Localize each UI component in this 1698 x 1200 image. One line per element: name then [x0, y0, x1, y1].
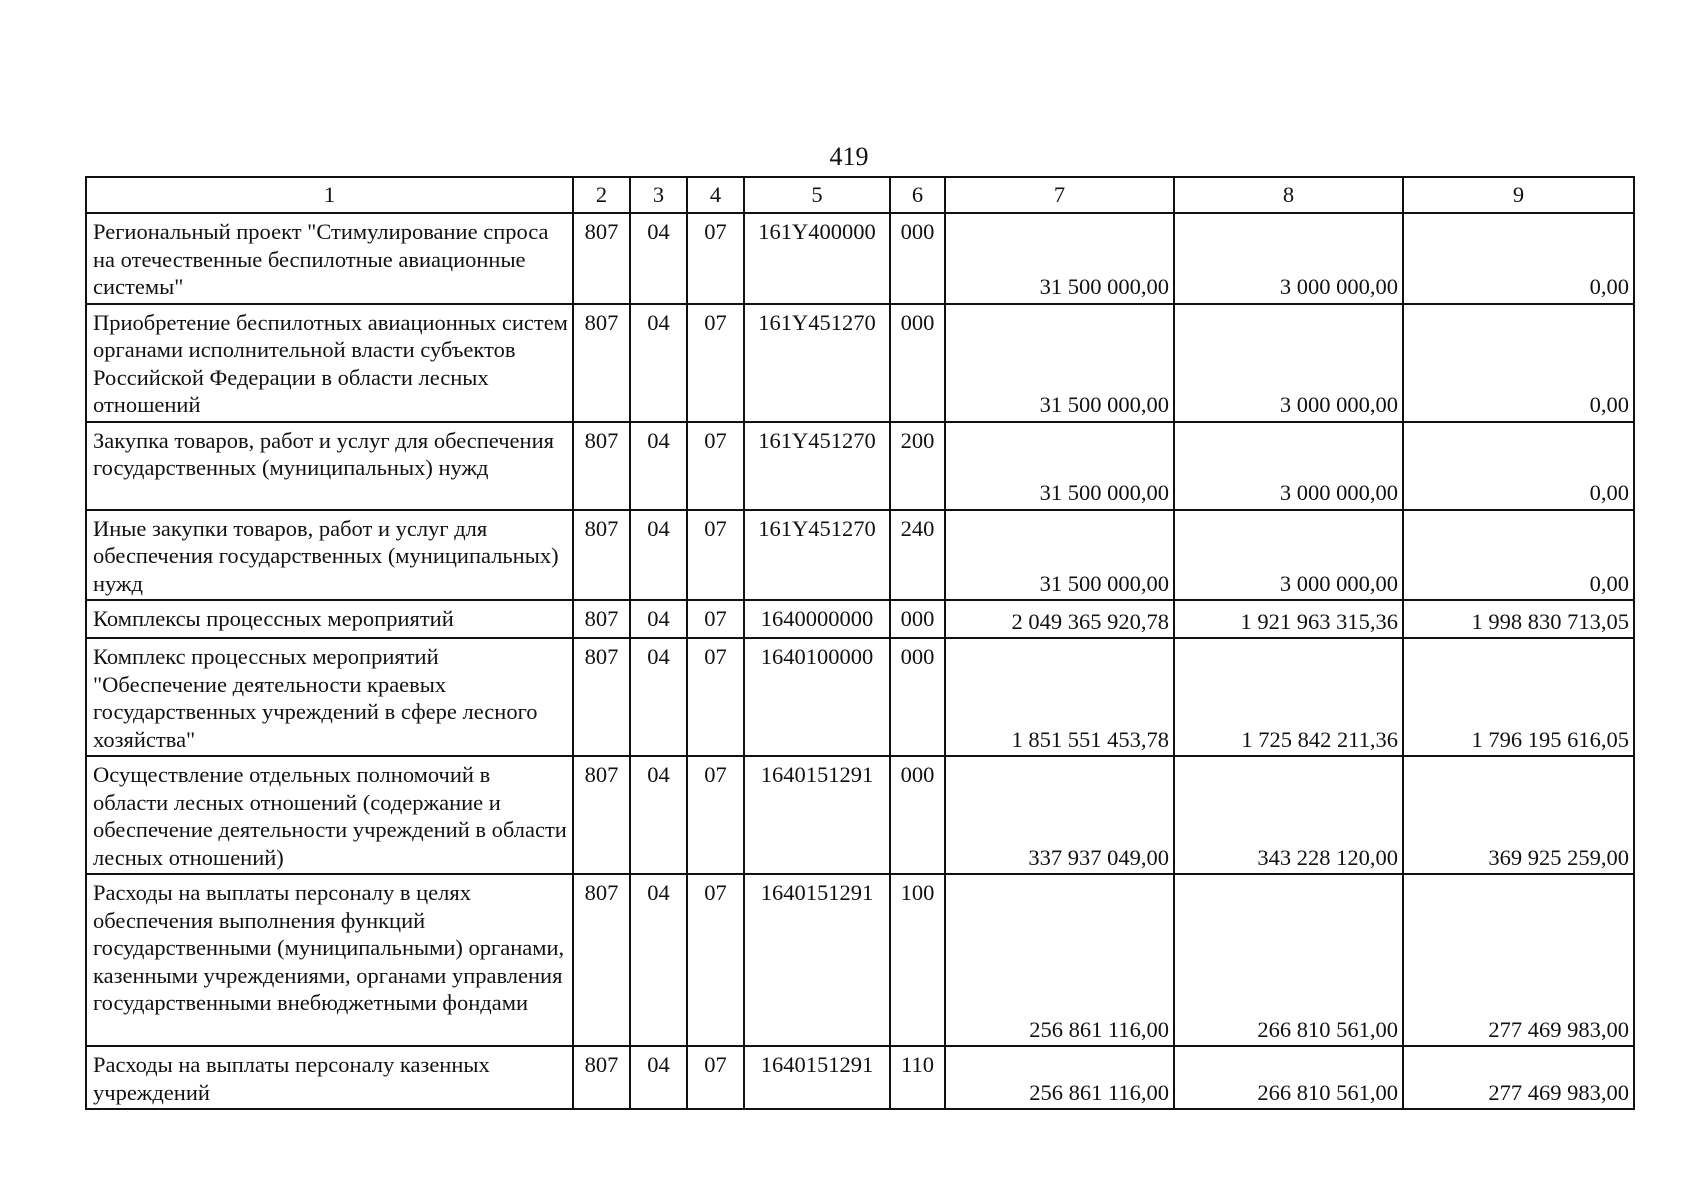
amount-column-7: 31 500 000,00 [945, 213, 1174, 304]
amount-column-8: 266 810 561,00 [1174, 874, 1403, 1046]
amount-column-8: 343 228 120,00 [1174, 756, 1403, 874]
code-ministry: 807 [573, 422, 630, 510]
code-target-article: 161Y451270 [744, 304, 890, 422]
column-header-3: 3 [630, 177, 687, 213]
column-header-5: 5 [744, 177, 890, 213]
amount-column-9: 0,00 [1403, 304, 1634, 422]
code-expense-type: 000 [890, 213, 945, 304]
column-header-4: 4 [687, 177, 744, 213]
amount-column-9: 369 925 259,00 [1403, 756, 1634, 874]
code-section: 04 [630, 638, 687, 756]
code-section: 04 [630, 510, 687, 601]
amount-column-9: 0,00 [1403, 422, 1634, 510]
code-expense-type: 000 [890, 600, 945, 638]
column-header-1: 1 [86, 177, 573, 213]
row-name: Расходы на выплаты персоналу в целях обеспечения выполнения функций государственными (муниципальными) органами, казенными учреждениями, органами управления государственными внебюджетными фондами [86, 874, 573, 1046]
row-name: Закупка товаров, работ и услуг для обеспечения государственных (муниципальных) нужд [86, 422, 573, 510]
code-target-article: 1640151291 [744, 874, 890, 1046]
code-subsection: 07 [687, 1046, 744, 1109]
code-expense-type: 000 [890, 638, 945, 756]
code-subsection: 07 [687, 600, 744, 638]
amount-column-7: 31 500 000,00 [945, 304, 1174, 422]
amount-column-7: 31 500 000,00 [945, 422, 1174, 510]
code-target-article: 1640100000 [744, 638, 890, 756]
amount-column-8: 3 000 000,00 [1174, 213, 1403, 304]
code-expense-type: 000 [890, 756, 945, 874]
table-row [86, 874, 1634, 1046]
amount-column-9: 0,00 [1403, 510, 1634, 601]
column-header-7: 7 [945, 177, 1174, 213]
table-row [86, 304, 1634, 422]
code-expense-type: 240 [890, 510, 945, 601]
code-target-article: 161Y451270 [744, 422, 890, 510]
column-header-2: 2 [573, 177, 630, 213]
budget-table [85, 176, 1635, 1110]
amount-column-8: 1 725 842 211,36 [1174, 638, 1403, 756]
table-row [86, 213, 1634, 304]
row-name: Региональный проект "Стимулирование спроса на отечественные беспилотные авиационные системы" [86, 213, 573, 304]
code-ministry: 807 [573, 510, 630, 601]
column-header-8: 8 [1174, 177, 1403, 213]
code-section: 04 [630, 1046, 687, 1109]
table-row [86, 638, 1634, 756]
code-section: 04 [630, 213, 687, 304]
amount-column-9: 1 998 830 713,05 [1403, 600, 1634, 638]
code-target-article: 1640151291 [744, 1046, 890, 1109]
row-name: Приобретение беспилотных авиационных систем органами исполнительной власти субъектов Российской Федерации в области лесных отношений [86, 304, 573, 422]
column-number-header-row [86, 177, 1634, 213]
row-name: Осуществление отдельных полномочий в области лесных отношений (содержание и обеспечение деятельности учреждений в области лесных отношений) [86, 756, 573, 874]
code-target-article: 1640151291 [744, 756, 890, 874]
code-subsection: 07 [687, 213, 744, 304]
amount-column-9: 277 469 983,00 [1403, 1046, 1634, 1109]
code-ministry: 807 [573, 874, 630, 1046]
amount-column-7: 256 861 116,00 [945, 1046, 1174, 1109]
table-row [86, 756, 1634, 874]
code-section: 04 [630, 600, 687, 638]
amount-column-9: 277 469 983,00 [1403, 874, 1634, 1046]
row-name: Комплексы процессных мероприятий [86, 600, 573, 638]
amount-column-8: 3 000 000,00 [1174, 304, 1403, 422]
code-section: 04 [630, 422, 687, 510]
amount-column-7: 256 861 116,00 [945, 874, 1174, 1046]
page-number: 419 [829, 142, 869, 171]
column-header-9: 9 [1403, 177, 1634, 213]
code-ministry: 807 [573, 638, 630, 756]
amount-column-9: 0,00 [1403, 213, 1634, 304]
code-subsection: 07 [687, 422, 744, 510]
code-target-article: 161Y400000 [744, 213, 890, 304]
code-subsection: 07 [687, 638, 744, 756]
row-name: Комплекс процессных мероприятий "Обеспечение деятельности краевых государственных учреждений в сфере лесного хозяйства" [86, 638, 573, 756]
code-ministry: 807 [573, 600, 630, 638]
amount-column-8: 3 000 000,00 [1174, 510, 1403, 601]
code-expense-type: 000 [890, 304, 945, 422]
amount-column-7: 337 937 049,00 [945, 756, 1174, 874]
amount-column-8: 1 921 963 315,36 [1174, 600, 1403, 638]
code-expense-type: 100 [890, 874, 945, 1046]
code-target-article: 1640000000 [744, 600, 890, 638]
code-subsection: 07 [687, 756, 744, 874]
code-ministry: 807 [573, 756, 630, 874]
table-row [86, 600, 1634, 638]
code-ministry: 807 [573, 1046, 630, 1109]
amount-column-7: 1 851 551 453,78 [945, 638, 1174, 756]
code-section: 04 [630, 304, 687, 422]
code-target-article: 161Y451270 [744, 510, 890, 601]
amount-column-9: 1 796 195 616,05 [1403, 638, 1634, 756]
amount-column-7: 31 500 000,00 [945, 510, 1174, 601]
amount-column-7: 2 049 365 920,78 [945, 600, 1174, 638]
table-row [86, 510, 1634, 601]
row-name: Иные закупки товаров, работ и услуг для обеспечения государственных (муниципальных) нужд [86, 510, 573, 601]
code-expense-type: 200 [890, 422, 945, 510]
table-row [86, 1046, 1634, 1109]
code-section: 04 [630, 874, 687, 1046]
code-subsection: 07 [687, 304, 744, 422]
row-name: Расходы на выплаты персоналу казенных учреждений [86, 1046, 573, 1109]
code-expense-type: 110 [890, 1046, 945, 1109]
code-subsection: 07 [687, 510, 744, 601]
column-header-6: 6 [890, 177, 945, 213]
code-subsection: 07 [687, 874, 744, 1046]
code-section: 04 [630, 756, 687, 874]
code-ministry: 807 [573, 304, 630, 422]
table-row [86, 422, 1634, 510]
amount-column-8: 3 000 000,00 [1174, 422, 1403, 510]
code-ministry: 807 [573, 213, 630, 304]
amount-column-8: 266 810 561,00 [1174, 1046, 1403, 1109]
